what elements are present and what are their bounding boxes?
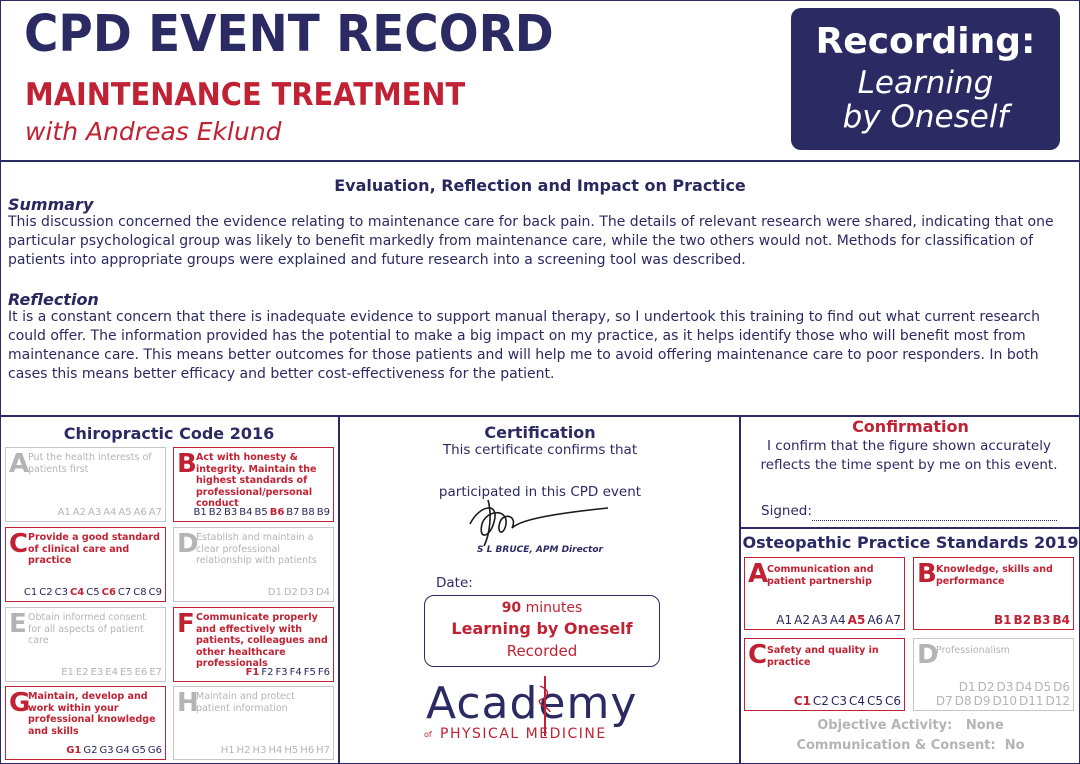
standard-code: E3 xyxy=(90,667,104,678)
standard-letter: C xyxy=(9,529,29,559)
standard-code: B1 xyxy=(994,613,1012,627)
record-status: Recorded xyxy=(506,642,578,660)
code-standard-box xyxy=(5,527,166,602)
standard-code: C8 xyxy=(133,587,147,598)
standard-code: D4 xyxy=(1015,680,1033,694)
course-title: MAINTENANCE TREATMENT xyxy=(25,77,466,113)
standard-code: A3 xyxy=(811,613,828,627)
director-signature xyxy=(460,494,620,548)
standard-codes xyxy=(219,745,330,757)
page-title: CPD EVENT RECORD xyxy=(24,5,554,64)
activity-type: Learning by Oneself xyxy=(451,619,633,638)
standard-description: Maintain and protect patient information xyxy=(196,691,295,714)
standard-code: C5 xyxy=(866,694,883,708)
standard-description: Communicate properly and effectively with patients, colleagues and other healthcare professionals xyxy=(196,612,328,669)
standard-description: Obtain informed consent for all aspects of patient care xyxy=(28,612,147,646)
standard-code: F2 xyxy=(261,667,274,678)
recording-badge xyxy=(791,8,1060,150)
standard-code: A7 xyxy=(148,507,162,518)
standard-code: D6 xyxy=(1053,680,1070,694)
standard-letter: F xyxy=(177,609,195,639)
standard-code: D5 xyxy=(1034,680,1052,694)
standard-code: A7 xyxy=(885,613,901,627)
standard-code: C4 xyxy=(69,587,85,598)
standard-description: Establish and maintain a clear professional relationship with patients xyxy=(196,532,317,566)
standard-code: B9 xyxy=(316,507,330,518)
standard-codes xyxy=(957,680,1070,694)
header-divider xyxy=(0,160,1080,162)
certification-line-2: participated in this CPD event xyxy=(438,484,642,500)
badge-line-1: Learning xyxy=(857,65,994,101)
column-divider-left xyxy=(338,415,340,764)
standard-code: D3 xyxy=(996,680,1014,694)
standard-code: B5 xyxy=(254,507,268,518)
standard-code: H1 xyxy=(220,745,235,756)
standard-code: G6 xyxy=(147,745,162,756)
standard-code: C1 xyxy=(23,587,38,598)
standard-codes xyxy=(774,613,901,627)
code-standard-box xyxy=(173,447,334,522)
standard-code: E1 xyxy=(61,667,74,678)
standard-code: E5 xyxy=(119,667,133,678)
confirmation-text: I confirm that the figure shown accurately reflects the time spent by me on this event. xyxy=(760,438,1058,473)
standard-letter: D xyxy=(177,529,199,559)
standard-description: Professionalism xyxy=(936,645,1010,656)
communication-label: Communication & Consent: xyxy=(796,738,996,753)
standard-code: D3 xyxy=(299,587,314,598)
confirmation-title: Confirmation xyxy=(852,417,969,436)
standard-code: D7 xyxy=(935,694,953,708)
standard-letter: B xyxy=(177,449,197,479)
reflection-text: It is a constant concern that there is inadequate evidence to support manual therapy, so I undertook this training to find out what current research could offer. The information provided has the potential to make a big impact on my practice, as it helps identify those who will benefit most from maintenance care. This means better outcomes for those patients and will help me to avoid offering maintenance care to poor responders. In both cases this means better efficacy and better cost-effectiveness for the patient. xyxy=(8,309,1040,382)
standard-letter: A xyxy=(9,449,30,479)
badge-line-2: by Oneself xyxy=(842,99,1009,135)
standard-description: Maintain, develop and work within your professional knowledge and skills xyxy=(28,691,156,737)
standard-code: C1 xyxy=(793,694,811,708)
standard-code: D10 xyxy=(992,694,1017,708)
standard-code: A2 xyxy=(72,507,86,518)
standard-code: E4 xyxy=(105,667,118,678)
standard-code: D2 xyxy=(977,680,995,694)
standard-code: B1 xyxy=(193,507,207,518)
objective-value: None xyxy=(965,718,1004,733)
reflection-heading: Reflection xyxy=(8,290,99,309)
standard-code: G1 xyxy=(66,745,82,756)
standard-code: C6 xyxy=(101,587,116,598)
standard-code: A3 xyxy=(87,507,102,518)
standard-code: C4 xyxy=(848,694,865,708)
duration-unit: minutes xyxy=(525,600,583,616)
standard-code: A4 xyxy=(103,507,117,518)
standard-code: C5 xyxy=(86,587,100,598)
objective-activity xyxy=(741,718,1080,733)
code-standard-box xyxy=(5,447,166,522)
standard-code: A5 xyxy=(847,613,866,627)
summary-heading: Summary xyxy=(8,195,94,214)
standard-description: Act with honesty & integrity. Maintain the highest standards of professional/personal conduct xyxy=(196,452,317,509)
standard-codes xyxy=(59,667,162,679)
code-standard-box xyxy=(173,607,334,682)
standard-code: G5 xyxy=(131,745,146,756)
code-standard-box xyxy=(5,686,166,760)
signed-label: Signed: xyxy=(761,503,812,519)
standard-code: D4 xyxy=(315,587,330,598)
standard-code: B3 xyxy=(224,507,238,518)
logo-of: of xyxy=(424,730,432,739)
standard-code: F4 xyxy=(289,667,302,678)
logo-subtitle: PHYSICAL MEDICINE xyxy=(440,726,607,742)
standard-description: Put the health interests of patients first xyxy=(28,452,152,475)
standard-code: H7 xyxy=(316,745,330,756)
standard-code: A1 xyxy=(776,613,793,627)
standard-codes xyxy=(244,667,330,679)
standard-code: C6 xyxy=(884,694,901,708)
standard-code: C3 xyxy=(830,694,847,708)
summary-text: This discussion concerned the evidence relating to maintenance care for back pain. The details of relevant research were shared, indicating that one particular psychological group was likely to benefit markedly from maintenance care, while the two others would not. Methods for classification of patients into appropriate groups were explained and future research into a screening tool was described. xyxy=(8,214,1054,268)
standard-code: C2 xyxy=(39,587,53,598)
standard-code: H4 xyxy=(268,745,283,756)
standard-letter: C xyxy=(748,640,768,670)
standard-code: D12 xyxy=(1045,694,1070,708)
standard-code: H5 xyxy=(284,745,299,756)
standard-code: B2 xyxy=(208,507,222,518)
standard-code: B4 xyxy=(1052,613,1070,627)
standard-code: B3 xyxy=(1033,613,1051,627)
osteopathic-title: Osteopathic Practice Standards 2019 xyxy=(742,533,1079,552)
standard-code: A1 xyxy=(57,507,71,518)
standard-letter: D xyxy=(917,640,939,670)
objective-label: Objective Activity: xyxy=(817,718,953,733)
standard-codes xyxy=(22,587,162,599)
standard-code: A5 xyxy=(118,507,132,518)
certification-title: Certification xyxy=(484,423,596,442)
standard-code: B7 xyxy=(286,507,300,518)
ops-standard-box xyxy=(744,638,905,711)
duration-value: 90 xyxy=(501,600,522,616)
standard-description: Safety and quality in practice xyxy=(767,645,879,668)
standard-codes xyxy=(992,613,1070,627)
standard-codes xyxy=(192,507,330,519)
certification-line-1: This certificate confirms that xyxy=(442,442,638,458)
badge-heading: Recording: xyxy=(815,21,1036,62)
standard-letter: H xyxy=(177,688,199,718)
standard-code: B6 xyxy=(269,507,285,518)
standard-code: C7 xyxy=(117,587,132,598)
duration-row xyxy=(425,598,659,618)
standard-code: H3 xyxy=(252,745,267,756)
standard-code: F6 xyxy=(317,667,330,678)
standard-code: A4 xyxy=(829,613,846,627)
standard-codes xyxy=(792,694,901,708)
code-standard-box xyxy=(173,527,334,602)
communication-consent xyxy=(741,738,1080,753)
evaluation-title: Evaluation, Reflection and Impact on Practice xyxy=(334,176,746,195)
standard-code: C2 xyxy=(812,694,829,708)
standard-code: B4 xyxy=(239,507,253,518)
standard-description: Knowledge, skills and performance xyxy=(936,564,1053,587)
standard-code: A2 xyxy=(794,613,810,627)
signature-line[interactable] xyxy=(812,520,1057,521)
standard-code: C3 xyxy=(54,587,68,598)
standard-code: E7 xyxy=(149,667,162,678)
column-divider-right xyxy=(739,415,741,764)
standard-code: G4 xyxy=(115,745,130,756)
confirmation-divider xyxy=(739,527,1080,529)
standard-code: D1 xyxy=(267,587,282,598)
academy-logo xyxy=(420,676,670,748)
standard-code: F1 xyxy=(245,667,260,678)
code-standard-box xyxy=(5,607,166,682)
standard-code: A6 xyxy=(133,507,147,518)
standard-letter: A xyxy=(748,559,769,589)
standard-letter: B xyxy=(917,559,937,589)
standard-letter: G xyxy=(9,688,31,718)
standard-code: B2 xyxy=(1013,613,1031,627)
standard-code: D9 xyxy=(973,694,991,708)
code-standard-box xyxy=(173,686,334,760)
standard-description: Provide a good standard of clinical care and practice xyxy=(28,532,160,566)
date-label: Date: xyxy=(436,575,473,591)
standard-code: D11 xyxy=(1018,694,1044,708)
standard-code: A6 xyxy=(867,613,884,627)
communication-value: No xyxy=(1004,738,1025,753)
director-name: S L BRUCE, APM Director xyxy=(477,545,603,555)
standard-code: E6 xyxy=(134,667,148,678)
standard-code: H6 xyxy=(300,745,315,756)
standard-codes xyxy=(56,507,162,519)
standard-code: H2 xyxy=(236,745,251,756)
standard-letter: E xyxy=(9,609,27,639)
standard-code: D2 xyxy=(283,587,298,598)
standard-codes xyxy=(934,694,1070,708)
ops-standard-box xyxy=(744,557,905,630)
standard-code: D1 xyxy=(958,680,976,694)
standard-code: D8 xyxy=(954,694,972,708)
standard-code: B8 xyxy=(301,507,315,518)
standard-codes xyxy=(266,587,330,599)
standard-code: F3 xyxy=(275,667,288,678)
chiropractic-title: Chiropractic Code 2016 xyxy=(63,424,275,443)
standard-code: E2 xyxy=(75,667,89,678)
standard-code: G3 xyxy=(99,745,114,756)
standard-description: Communication and patient partnership xyxy=(767,564,874,587)
standard-code: G2 xyxy=(83,745,98,756)
logo-wordmark: Academy xyxy=(426,678,638,729)
standard-code: F5 xyxy=(303,667,316,678)
standard-code: C9 xyxy=(148,587,162,598)
standard-codes xyxy=(64,745,162,757)
ops-standard-box xyxy=(913,557,1074,630)
duration-box xyxy=(424,595,660,667)
presenter-name: with Andreas Eklund xyxy=(25,117,282,146)
ops-standard-box xyxy=(913,638,1074,711)
